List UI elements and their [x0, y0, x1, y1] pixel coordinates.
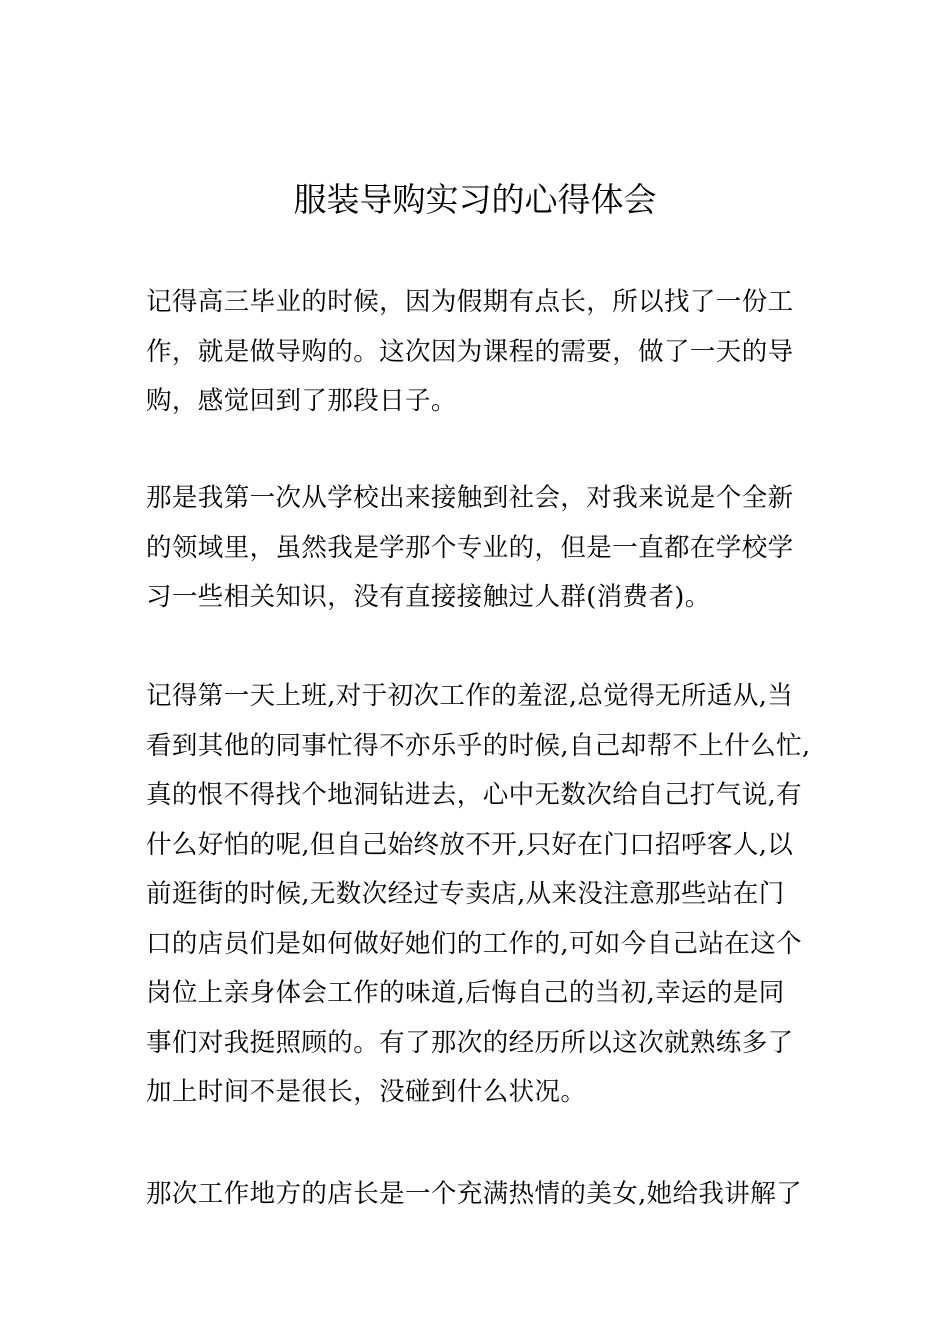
paragraph-line: 记得高三毕业的时候，因为假期有点长，所以找了一份工 — [146, 287, 794, 317]
paragraph-line: 口的店员们是如何做好她们的工作的,可如今自己站在这个 — [146, 928, 803, 959]
paragraph-line: 习一些相关知识，没有直接接触过人群(消费者)。 — [146, 582, 711, 612]
paragraph-3 — [146, 672, 810, 1118]
paragraph-line: 作，就是做导购的。这次因为课程的需要，做了一天的导 — [146, 336, 794, 367]
paragraph-line: 加上时间不是很长，没碰到什么状况。 — [146, 1077, 587, 1107]
paragraph-line: 看到其他的同事忙得不亦乐乎的时候,自己却帮不上什么忙, — [146, 730, 811, 761]
paragraph-line: 那次工作地方的店长是一个充满热情的美女,她给我讲解了 — [146, 1179, 803, 1209]
paragraph-line: 前逛街的时候,无数次经过专卖店,从来没注意那些站在门 — [146, 879, 785, 909]
paragraph-line: 什么好怕的呢,但自己始终放不开,只好在门口招呼客人,以 — [146, 829, 794, 860]
paragraph-line: 真的恨不得找个地洞钻进去，心中无数次给自己打气说,有 — [146, 780, 803, 810]
paragraph-line: 购，感觉回到了那段日子。 — [146, 386, 457, 416]
paragraph-line: 事们对我挺照顾的。有了那次的经历所以这次就熟练多了 — [146, 1027, 794, 1058]
paragraph-line: 的领域里，虽然我是学那个专业的，但是一直都在学校学 — [146, 532, 794, 563]
paragraph-line: 岗位上亲身体会工作的味道,后悔自己的当初,幸运的是同 — [146, 978, 785, 1008]
paragraph-2 — [146, 474, 810, 623]
document-title: 服装导购实习的心得体会 — [293, 180, 657, 219]
paragraph-4 — [146, 1170, 810, 1220]
paragraph-1 — [146, 278, 810, 427]
paragraph-line: 记得第一天上班,对于初次工作的羞涩,总觉得无所适从,当 — [146, 681, 794, 711]
paragraph-line: 那是我第一次从学校出来接触到社会，对我来说是个全新 — [146, 483, 794, 513]
